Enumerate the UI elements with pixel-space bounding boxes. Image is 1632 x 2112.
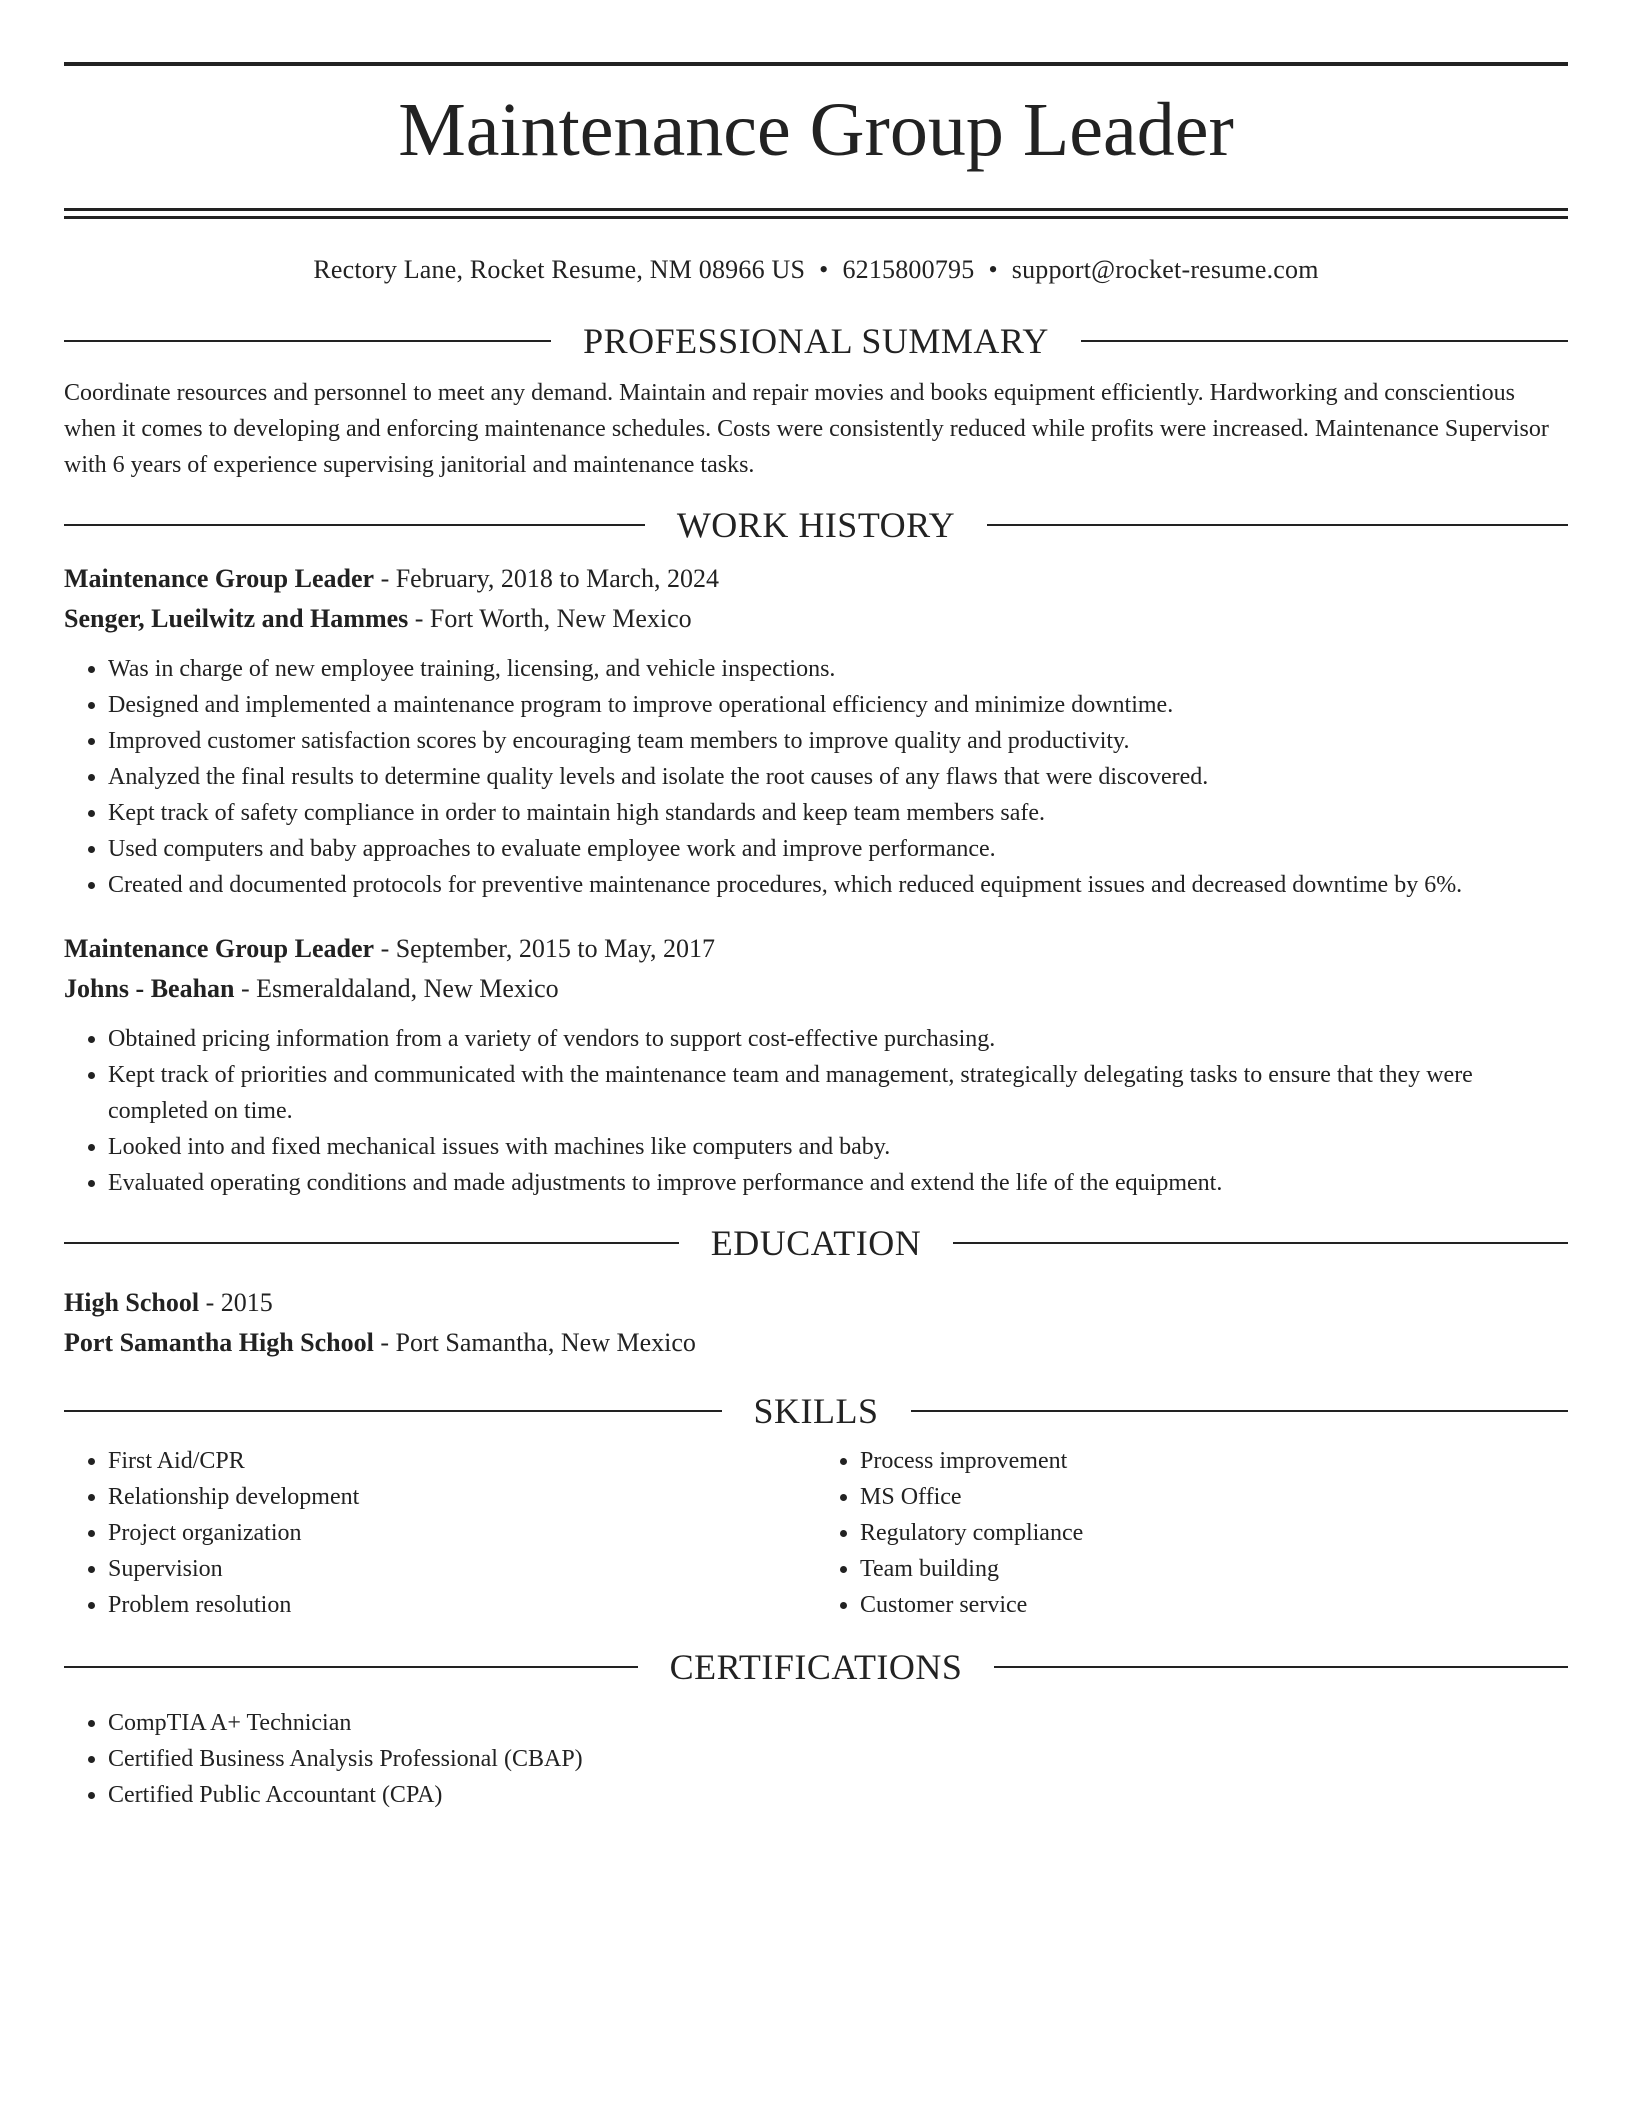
list-item: • Project organization: [108, 1515, 816, 1551]
section-title: EDUCATION: [710, 1223, 922, 1263]
skills-column-left: [64, 1443, 816, 1623]
contact-line: [64, 257, 1568, 283]
list-item: • Evaluated operating conditions and made adjustments to improve performance and extend the life of the equipment.: [108, 1165, 1568, 1201]
list-item: • Kept track of priorities and communicated with the maintenance team and management, strategically delegating tasks to ensure that they were completed on time.: [108, 1057, 1568, 1129]
list-item: • Certified Business Analysis Professional (CBAP): [108, 1741, 1568, 1777]
list-item: • Problem resolution: [108, 1587, 816, 1623]
list-item: • Designed and implemented a maintenance program to improve operational efficiency and minimize downtime.: [108, 687, 1568, 723]
section-heading-work-history: [64, 507, 1568, 543]
heading-rule: [953, 1242, 1568, 1244]
job-dates: - September, 2015 to May, 2017: [374, 934, 716, 963]
job-company-line: [64, 599, 1568, 639]
section-title: WORK HISTORY: [676, 505, 956, 545]
resume-title: Maintenance Group Leader: [398, 88, 1234, 172]
education-entry: [64, 1283, 1568, 1363]
skills-grid: [64, 1443, 1568, 1623]
double-rule: [64, 208, 1568, 219]
job-bullets: [64, 651, 1568, 903]
job-company: Senger, Lueilwitz and Hammes: [64, 604, 409, 633]
list-item: • First Aid/CPR: [108, 1443, 816, 1479]
list-item: • Supervision: [108, 1551, 816, 1587]
heading-rule: [1081, 340, 1568, 342]
heading-rule: [64, 1666, 638, 1668]
list-item: • Was in charge of new employee training, licensing, and vehicle inspections.: [108, 651, 1568, 687]
list-item: • Relationship development: [108, 1479, 816, 1515]
job-company: Johns - Beahan: [64, 974, 235, 1003]
education-school: Port Samantha High School: [64, 1328, 374, 1357]
job-title-line: [64, 929, 1568, 969]
education-degree-line: [64, 1283, 1568, 1323]
section-title: SKILLS: [753, 1391, 879, 1431]
education-degree: High School: [64, 1288, 200, 1317]
heading-rule: [994, 1666, 1568, 1668]
heading-rule: [987, 524, 1568, 526]
section-heading-skills: [64, 1393, 1568, 1429]
education-location: - Port Samantha, New Mexico: [373, 1328, 696, 1357]
list-item: • Customer service: [860, 1587, 1568, 1623]
section-title: PROFESSIONAL SUMMARY: [583, 321, 1049, 361]
contact-phone: 6215800795: [842, 255, 975, 284]
list-item: • Team building: [860, 1551, 1568, 1587]
list-item: • Used computers and baby approaches to evaluate employee work and improve performance.: [108, 831, 1568, 867]
job-location: - Esmeraldaland, New Mexico: [234, 974, 559, 1003]
heading-rule: [911, 1410, 1569, 1412]
skills-list: [816, 1443, 1568, 1623]
education-school-line: [64, 1323, 1568, 1363]
contact-email: support@rocket-resume.com: [1011, 255, 1319, 284]
education-year: - 2015: [199, 1288, 273, 1317]
job-bullets: [64, 1021, 1568, 1201]
job-entry: [64, 559, 1568, 903]
job-title-line: [64, 559, 1568, 599]
list-item: • Certified Public Accountant (CPA): [108, 1777, 1568, 1813]
heading-rule: [64, 524, 645, 526]
list-item: • Analyzed the final results to determine quality levels and isolate the root causes of any flaws that were discovered.: [108, 759, 1568, 795]
list-item: • Obtained pricing information from a variety of vendors to support cost-effective purchasing.: [108, 1021, 1568, 1057]
heading-rule: [64, 1242, 679, 1244]
section-heading-certifications: [64, 1649, 1568, 1685]
list-item: • Regulatory compliance: [860, 1515, 1568, 1551]
contact-separator: •: [988, 255, 998, 284]
job-company-line: [64, 969, 1568, 1009]
list-item: • Improved customer satisfaction scores by encouraging team members to improve quality and productivity.: [108, 723, 1568, 759]
list-item: • CompTIA A+ Technician: [108, 1705, 1568, 1741]
job-entry: [64, 929, 1568, 1201]
contact-separator: •: [819, 255, 829, 284]
list-item: • Looked into and fixed mechanical issues with machines like computers and baby.: [108, 1129, 1568, 1165]
contact-address: Rectory Lane, Rocket Resume, NM 08966 US: [313, 255, 806, 284]
skills-column-right: [816, 1443, 1568, 1623]
summary-text: Coordinate resources and personnel to meet any demand. Maintain and repair movies and books equipment efficiently. Hardworking and conscientious when it comes to developing and enforcing maintenance schedules. Costs were consistently reduced while profits were increased. Maintenance Supervisor with 6 years of experience supervising janitorial and maintenance tasks.: [64, 380, 1549, 478]
list-item: • Process improvement: [860, 1443, 1568, 1479]
job-dates: - February, 2018 to March, 2024: [374, 564, 719, 593]
list-item: • Created and documented protocols for preventive maintenance procedures, which reduced equipment issues and decreased downtime by 6%.: [108, 867, 1568, 903]
job-title: Maintenance Group Leader: [64, 564, 375, 593]
section-title: CERTIFICATIONS: [669, 1647, 963, 1687]
skills-list: [64, 1443, 816, 1623]
heading-rule: [64, 340, 551, 342]
list-item: • Kept track of safety compliance in order to maintain high standards and keep team members safe.: [108, 795, 1568, 831]
job-title: Maintenance Group Leader: [64, 934, 375, 963]
section-heading-summary: [64, 323, 1568, 359]
job-location: - Fort Worth, New Mexico: [408, 604, 692, 633]
heading-rule: [64, 1410, 722, 1412]
certifications-list: [64, 1705, 1568, 1813]
list-item: • MS Office: [860, 1479, 1568, 1515]
section-heading-education: [64, 1225, 1568, 1261]
